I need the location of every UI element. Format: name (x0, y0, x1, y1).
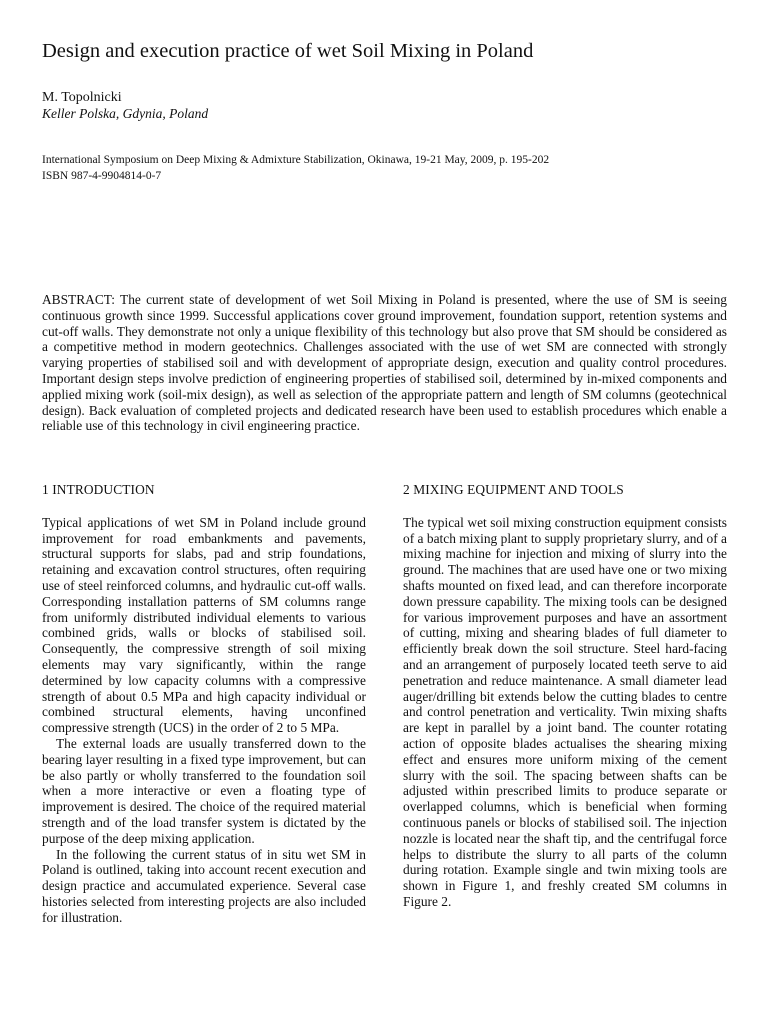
citation: International Symposium on Deep Mixing & Admixture Stabilization, Okinawa, 19-21 May, 2009, p. 195-202 (42, 154, 550, 166)
isbn: ISBN 987-4-9904814-0-7 (42, 170, 162, 182)
paragraph: The external loads are usually transferred down to the bearing layer resulting in a fixed type improvement, but can be also partly or wholly transferred to the foundation soil when a more interactive or even a floating type of improvement is desired. The choice of the required material strength and of the load transfer system is dictated by the purpose of the deep mixing application. (42, 735, 366, 846)
section-heading: 2 MIXING EQUIPMENT AND TOOLS (403, 482, 624, 497)
author-name: M. Topolnicki (42, 90, 122, 105)
abstract: ABSTRACT: The current state of development of wet Soil Mixing in Poland is presented, where the use of SM is seeing continuous growth since 1999. Successful applications cover ground improvement, foundation support, retention systems and cut-off walls. They demonstrate not only a unique flexibility of this technology but also prove that SM should be considered as a competitive method in modern geotechnics. Challenges associated with the use of wet SM are connected with strongly varying properties of stabilised soil and with development of appropriate design, execution and quality control procedures. Important design steps involve prediction of engineering properties of stabilised soil, determined by in-mixed components and applied mixing work (soil-mix design), as well as selection of the appropriate pattern and length of SM columns (geotechnical design). Back evaluation of completed projects and dedicated research have been used to establish procedures which enable a reliable use of this technology in civil engineering practice. (42, 292, 727, 434)
paragraph: Typical applications of wet SM in Poland include ground improvement for road embankments and pavements, structural supports for slabs, pad and strip foundations, retaining and excavation control structures, often requiring use of steel reinforced columns, and hydraulic cut-off walls. Corresponding installation patterns of SM columns range from uniformly distributed individual elements to various combined grids, walls or blocks of stabilised soil. Consequently, the compressive strength of soil mixing elements may vary significantly, within the range determined by low capacity columns with a compressive strength of about 0.5 MPa and high capacity individual or combined structural elements, having unconfined compressive strength (UCS) in the order of 2 to 5 MPa. (42, 514, 366, 736)
author-affiliation: Keller Polska, Gdynia, Poland (42, 106, 209, 121)
section-heading: 1 INTRODUCTION (42, 482, 155, 497)
section-introduction (42, 482, 366, 926)
paper-title: Design and execution practice of wet Soil Mixing in Poland (42, 40, 534, 62)
publication-info (42, 152, 549, 184)
paragraph: In the following the current status of in situ wet SM in Poland is outlined, taking into account recent execution and design practice and accumulated experience. Several case histories selected from interesting projects are also included for illustration. (42, 846, 366, 925)
paragraph: The typical wet soil mixing construction equipment consists of a batch mixing plant to supply proprietary slurry, and of a mixing machine for injection and mixing of slurry into the ground. The machines that are used have one or two mixing shafts mounted on fixed lead, and can therefore incorporate down pressure capability. The mixing tools can be designed for various improvement purposes and have an assortment of cutting, mixing and shearing blades of full diameter to efficiently break down the soil structure. Steel hard-facing and an arrangement of purposely located teeth serve to aid penetration and reduce maintenance. A small diameter lead auger/drilling bit extends below the cutting blades to centre and control penetration and verticality. Twin mixing shafts are kept in parallel by a joint band. The counter rotating action of opposite blades actualises the shearing mixing effect and ensures more uniform mixing of the cement slurry with the soil. The spacing between shafts can be adjusted within prescribed limits to produce separate or overlapped columns, which is beneficial when forming continuous panels or blocks of stabilised soil. The injection nozzle is located near the shaft tip, and the centrifugal force helps to distribute the slurry to all parts of the column during rotation. Example single and twin mixing tools are shown in Figure 1, and freshly created SM columns in Figure 2. (403, 514, 727, 909)
section-mixing-equipment (403, 482, 727, 910)
